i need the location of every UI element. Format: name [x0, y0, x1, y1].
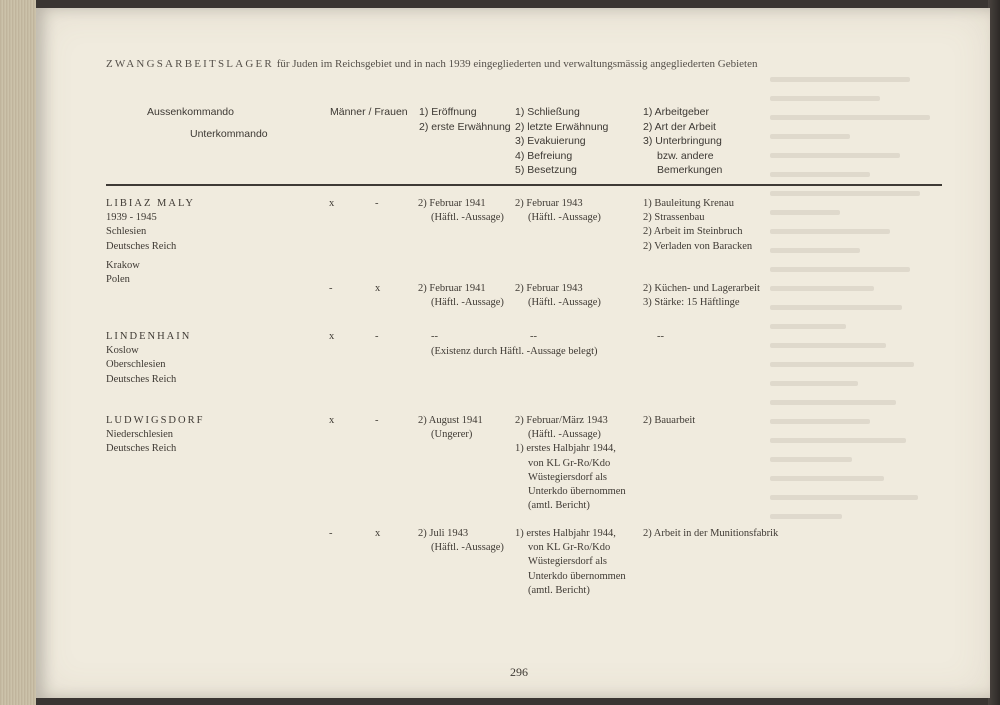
- cell-line: 2) Juli 1943: [418, 528, 469, 539]
- camp-name: LUDWIGSDORF: [106, 415, 205, 426]
- men-mark: x: [329, 331, 335, 342]
- entry-libiaz-place: [106, 197, 195, 254]
- cell-line: (Häftl. -Aussage): [431, 297, 504, 309]
- cell-line: 2) August 1941: [418, 415, 483, 426]
- cell-line: Wüstegiersdorf als: [528, 556, 608, 568]
- cell-line: 2) Strassenbau: [643, 212, 705, 224]
- women-mark: x: [375, 283, 381, 294]
- cell-line: (Häftl. -Aussage): [528, 429, 601, 441]
- title-main: ZWANGSARBEITSLAGER: [106, 58, 274, 70]
- cell-line: 2) Februar 1943: [515, 198, 583, 209]
- page-number: 296: [510, 665, 528, 679]
- remarks-cell: [643, 197, 752, 254]
- header-line: 3) Evakuierung: [515, 135, 586, 148]
- remarks-cell: --: [657, 331, 664, 342]
- closing-cell: --: [530, 331, 537, 342]
- cell-line: Wüstegiersdorf als: [528, 471, 608, 483]
- page-title: [106, 58, 758, 70]
- cell-line: Unterkdo übernommen: [528, 570, 626, 582]
- header-schliessung: [515, 105, 608, 178]
- cell-line: von KL Gr-Ro/Kdo: [528, 457, 611, 469]
- header-line: bzw. andere: [657, 149, 714, 162]
- entry-ludwigsdorf-place: [106, 414, 204, 457]
- place-line: Krakow: [106, 260, 140, 271]
- header-line: 3) Unterbringung: [643, 135, 722, 148]
- place-line: Niederschlesien: [106, 429, 174, 441]
- remarks-cell: [643, 414, 695, 428]
- cell-line: (Häftl. -Aussage): [431, 212, 504, 224]
- opening-cell: [418, 527, 504, 555]
- closing-cell: [515, 527, 626, 598]
- cell-line: 1) erstes Halbjahr 1944,: [515, 528, 616, 539]
- closing-cell: [515, 197, 601, 225]
- closing-cell: [515, 414, 626, 513]
- cell-line: 2) Februar 1941: [418, 198, 486, 209]
- cell-line: 2) Arbeit in der Munitionsfabrik: [643, 528, 779, 539]
- show-through-text: [770, 63, 970, 623]
- cell-line: 2) Bauarbeit: [643, 415, 696, 426]
- cell-line: (amtl. Bericht): [528, 584, 590, 596]
- header-unterkommando: Unterkommando: [190, 128, 268, 140]
- camp-name: LIBIAZ MALY: [106, 198, 195, 209]
- cell-line: 2) Verladen von Baracken: [643, 240, 753, 252]
- header-line: 2) letzte Erwähnung: [515, 120, 609, 133]
- cell-line: (Ungerer): [431, 429, 473, 441]
- place-line: Deutsches Reich: [106, 373, 177, 385]
- opening-cell: [418, 282, 504, 310]
- cell-line: Unterkdo übernommen: [528, 486, 626, 498]
- cell-line: 3) Stärke: 15 Häftlinge: [643, 297, 740, 309]
- cell-line: 2) Arbeit im Steinbruch: [643, 226, 743, 238]
- header-aussenkommando: Aussenkommando: [147, 106, 234, 118]
- place-line: 1939 - 1945: [106, 212, 157, 224]
- men-mark: -: [329, 528, 333, 539]
- women-mark: -: [375, 198, 379, 209]
- cell-line: (amtl. Bericht): [528, 500, 590, 512]
- place-line: Deutsches Reich: [106, 240, 177, 252]
- header-line: 1) Arbeitgeber: [643, 106, 709, 118]
- cell-line: (Häftl. -Aussage): [431, 542, 504, 554]
- women-mark: -: [375, 331, 379, 342]
- men-mark: x: [329, 415, 335, 426]
- header-line: 4) Befreiung: [515, 149, 573, 162]
- entry-libiaz-subplace: [106, 259, 140, 287]
- cell-line: von KL Gr-Ro/Kdo: [528, 542, 611, 554]
- header-line: 1) Eröffnung: [419, 106, 477, 118]
- title-rest: für Juden im Reichsgebiet und in nach 1939 eingegliederten und verwaltungsmässig angegliederten Gebieten: [273, 58, 758, 70]
- remarks-cell: [643, 282, 760, 310]
- remarks-cell: [643, 527, 778, 541]
- camp-name: LINDENHAIN: [106, 331, 192, 342]
- place-line: Schlesien: [106, 226, 147, 238]
- place-line: Deutsches Reich: [106, 443, 177, 455]
- header-line: Bemerkungen: [657, 164, 723, 177]
- men-mark: -: [329, 283, 333, 294]
- book-page-edges: [0, 0, 36, 705]
- existence-note: (Existenz durch Häftl. -Aussage belegt): [431, 346, 598, 357]
- opening-cell: --: [431, 331, 438, 342]
- women-mark: -: [375, 415, 379, 426]
- place-line: Oberschlesien: [106, 359, 166, 371]
- cell-line: 2) Februar 1941: [418, 283, 486, 294]
- opening-cell: [418, 414, 483, 442]
- men-mark: x: [329, 198, 335, 209]
- cell-line: 2) Küchen- und Lagerarbeit: [643, 283, 760, 294]
- header-maenner-frauen: Männer / Frauen: [330, 106, 408, 118]
- place-line: Koslow: [106, 345, 139, 357]
- header-line: 5) Besetzung: [515, 164, 577, 177]
- cell-line: 1) Bauleitung Krenau: [643, 198, 734, 209]
- entry-lindenhain-place: [106, 330, 191, 387]
- cell-line: 1) erstes Halbjahr 1944,: [515, 443, 616, 455]
- header-arbeitgeber: [643, 105, 722, 178]
- cell-line: 2) Februar 1943: [515, 283, 583, 294]
- place-line: Polen: [106, 274, 130, 286]
- header-rule: [106, 184, 942, 186]
- opening-cell: [418, 197, 504, 225]
- women-mark: x: [375, 528, 381, 539]
- cell-line: 2) Februar/März 1943: [515, 415, 608, 426]
- closing-cell: [515, 282, 601, 310]
- header-line: 2) Art der Arbeit: [643, 120, 716, 133]
- header-line: 1) Schließung: [515, 106, 580, 118]
- header-line: 2) erste Erwähnung: [419, 120, 511, 133]
- header-eroeffnung: [419, 105, 511, 134]
- cell-line: (Häftl. -Aussage): [528, 212, 601, 224]
- cell-line: (Häftl. -Aussage): [528, 297, 601, 309]
